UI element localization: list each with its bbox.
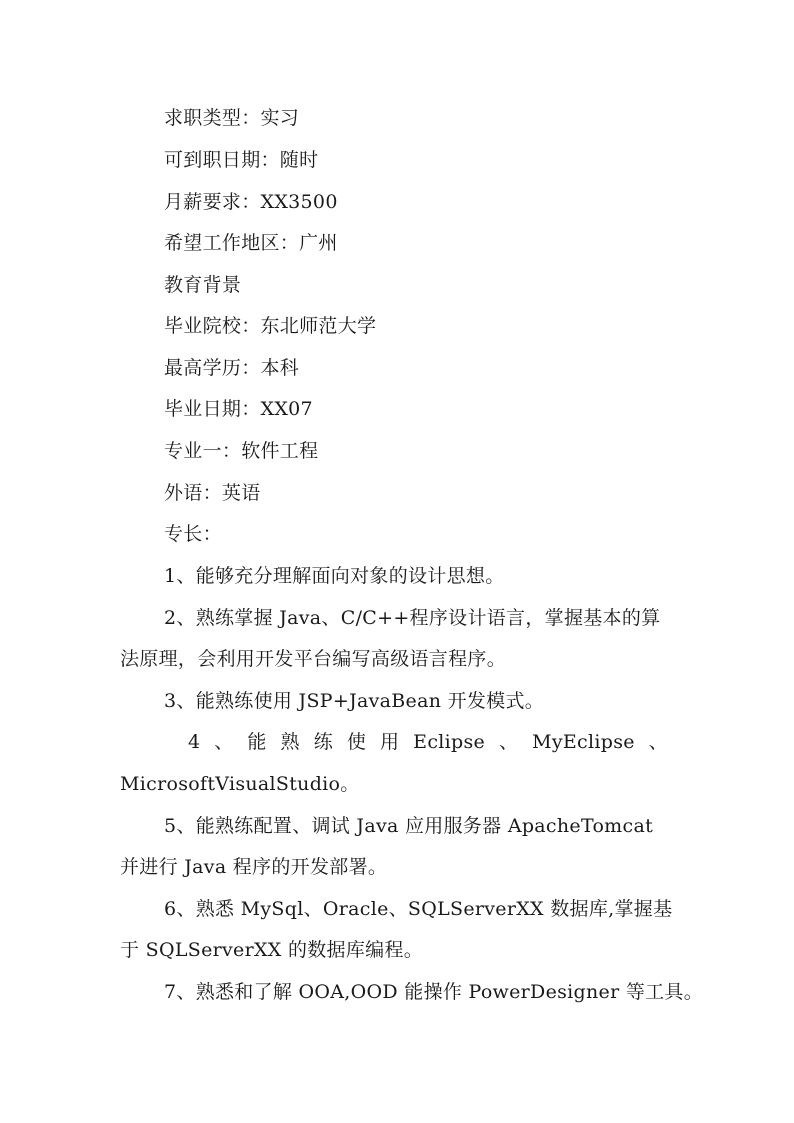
skill-item-1: 1、能够充分理解面向对象的设计思想。 <box>164 565 505 587</box>
skill-item-6-line-1: 6、熟悉 MySql、Oracle、SQLServerXX 数据库,掌握基 <box>164 898 673 920</box>
skill-4-part: 、 <box>498 731 519 753</box>
skill-4-part: 4 <box>188 731 201 753</box>
salary-line: 月薪要求：XX3500 <box>164 191 338 213</box>
skill-item-7: 7、熟悉和了解 OOA,OOD 能操作 PowerDesigner 等工具。 <box>164 981 704 1003</box>
skill-4-part: 用 <box>380 731 400 753</box>
job-type-line: 求职类型：实习 <box>164 107 300 129</box>
skill-4-part: Eclipse <box>413 731 486 753</box>
skill-4-part: 使 <box>346 731 367 753</box>
grad-date-line: 毕业日期：XX07 <box>164 398 313 420</box>
skill-4-part: 、 <box>648 731 668 753</box>
skill-item-6-line-2: 于 SQLServerXX 的数据库编程。 <box>120 939 424 961</box>
major-line: 专业一：软件工程 <box>164 440 319 462</box>
skill-item-3: 3、能熟练使用 JSP+JavaBean 开发模式。 <box>164 690 545 712</box>
skill-4-part: MyEclipse <box>532 731 635 753</box>
skill-item-5-line-2: 并进行 Java 程序的开发部署。 <box>120 856 388 878</box>
skill-item-2-line-2: 法原理，会利用开发平台编写高级语言程序。 <box>120 648 507 670</box>
start-date-line: 可到职日期：随时 <box>164 149 319 171</box>
skill-item-2-line-1: 2、熟练掌握 Java、C/C++程序设计语言，掌握基本的算 <box>164 607 661 629</box>
location-line: 希望工作地区：广州 <box>164 232 338 254</box>
language-line: 外语：英语 <box>164 482 261 504</box>
skill-item-4-line-2: MicrosoftVisualStudio。 <box>120 773 360 795</box>
skills-heading: 专长： <box>164 523 222 545</box>
degree-line: 最高学历：本科 <box>164 357 300 379</box>
skill-4-part: 能 <box>247 731 267 753</box>
skill-item-5-line-1: 5、能熟练配置、调试 Java 应用服务器 ApacheTomcat <box>164 815 654 837</box>
skill-4-part: 练 <box>313 731 334 753</box>
school-line: 毕业院校：东北师范大学 <box>164 315 377 337</box>
education-heading: 教育背景 <box>164 274 242 296</box>
skill-item-4-line-1 <box>188 730 668 754</box>
skill-4-part: 、 <box>214 731 234 753</box>
skill-4-part: 熟 <box>280 731 300 753</box>
